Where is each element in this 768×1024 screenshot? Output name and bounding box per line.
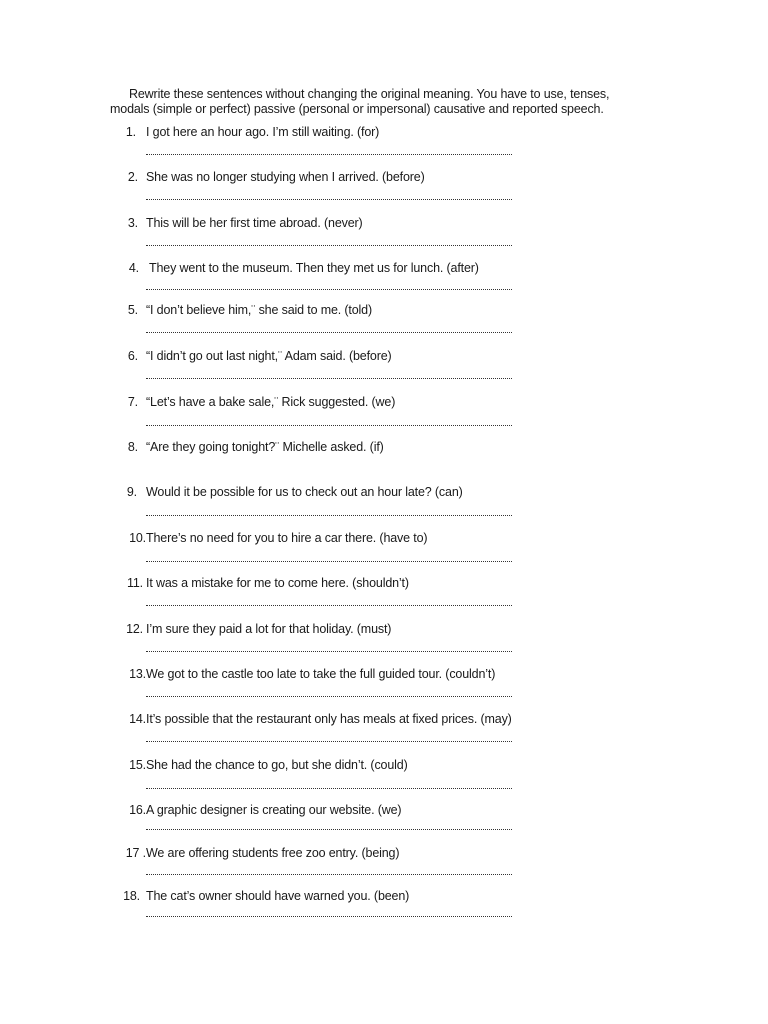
- answer-line[interactable]: [146, 829, 512, 830]
- instructions-paragraph: Rewrite these sentences without changing the original meaning. You have to use, tenses, modals (simple or perfect) passive (personal or impersonal) causative and reported speech.: [110, 87, 610, 116]
- exercise-sentence: It was a mistake for me to come here. (shouldn’t): [146, 576, 409, 590]
- exercise-sentence: “Are they going tonight?¨ Michelle asked. (if): [146, 440, 384, 454]
- exercise-number: 18.: [123, 889, 140, 903]
- exercise-sentence: Would it be possible for us to check out an hour late? (can): [146, 485, 463, 499]
- exercise-sentence: This will be her first time abroad. (never): [146, 216, 363, 230]
- answer-line[interactable]: [146, 245, 512, 246]
- exercise-sentence: It’s possible that the restaurant only has meals at fixed prices. (may): [146, 712, 512, 726]
- answer-line[interactable]: [146, 651, 512, 652]
- exercise-number: 4.: [128, 261, 139, 275]
- answer-line[interactable]: [146, 788, 512, 789]
- answer-line[interactable]: [146, 561, 512, 562]
- answer-line[interactable]: [146, 378, 512, 379]
- exercise-sentence: We got to the castle too late to take the full guided tour. (couldn’t): [146, 667, 496, 681]
- exercise-number: 10.: [129, 531, 146, 545]
- exercise-number: 15.: [129, 758, 146, 772]
- answer-line[interactable]: [146, 696, 512, 697]
- exercise-sentence: I’m sure they paid a lot for that holiday. (must): [146, 622, 392, 636]
- exercise-number: 13.: [129, 667, 146, 681]
- exercise-number: 7.: [127, 395, 138, 409]
- exercise-sentence: She had the chance to go, but she didn’t. (could): [146, 758, 408, 772]
- exercise-sentence: The cat’s owner should have warned you. (been): [146, 889, 410, 903]
- exercise-number: 16.: [129, 803, 146, 817]
- exercise-sentence: I got here an hour ago. I’m still waiting. (for): [146, 125, 380, 139]
- exercise-sentence: “I don’t believe him,¨ she said to me. (told): [146, 303, 372, 317]
- exercise-sentence: “Let’s have a bake sale,¨ Rick suggested. (we): [146, 395, 396, 409]
- exercise-sentence: She was no longer studying when I arrived. (before): [146, 170, 425, 184]
- exercise-number: 9.: [126, 485, 137, 499]
- exercise-number: 5.: [127, 303, 138, 317]
- answer-line[interactable]: [146, 605, 512, 606]
- exercise-number: 8.: [127, 440, 138, 454]
- answer-line[interactable]: [146, 425, 512, 426]
- exercise-number: 11.: [127, 576, 143, 590]
- exercise-number: 3.: [127, 216, 138, 230]
- exercise-sentence: There’s no need for you to hire a car there. (have to): [146, 531, 428, 545]
- exercise-sentence: They went to the museum. Then they met us for lunch. (after): [149, 261, 479, 275]
- answer-line[interactable]: [146, 741, 512, 742]
- exercise-number: 6.: [127, 349, 138, 363]
- answer-line[interactable]: [146, 916, 512, 917]
- answer-line[interactable]: [146, 332, 512, 333]
- answer-line[interactable]: [146, 154, 512, 155]
- answer-line[interactable]: [146, 289, 512, 290]
- exercise-number: 14.: [129, 712, 146, 726]
- exercise-number: 1.: [125, 125, 136, 139]
- answer-line[interactable]: [146, 874, 512, 875]
- exercise-number: 12.: [126, 622, 143, 636]
- exercise-sentence: “I didn’t go out last night,¨ Adam said. (before): [146, 349, 392, 363]
- exercise-sentence: We are offering students free zoo entry. (being): [146, 846, 400, 860]
- exercise-sentence: A graphic designer is creating our website. (we): [146, 803, 402, 817]
- answer-line[interactable]: [146, 515, 512, 516]
- answer-line[interactable]: [146, 199, 512, 200]
- exercise-number: 17 .: [125, 846, 146, 860]
- exercise-number: 2.: [127, 170, 138, 184]
